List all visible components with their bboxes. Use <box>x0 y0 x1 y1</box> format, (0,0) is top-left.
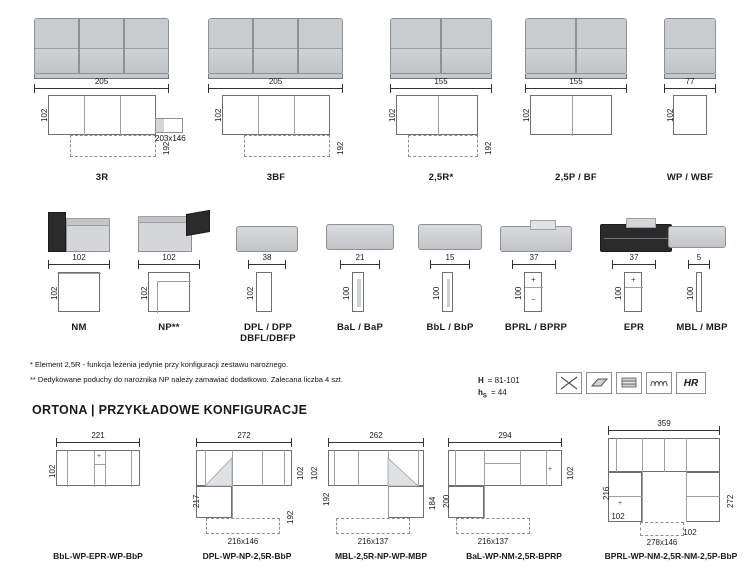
plan-cfg3-bed <box>336 518 410 534</box>
dim-np-depth: 102 <box>140 286 149 300</box>
dim-3bf-depth: 102 <box>214 108 223 122</box>
dim-25p-depth: 102 <box>522 108 531 122</box>
plan-cfg4-bed <box>456 518 530 534</box>
plan-mbl <box>696 272 702 312</box>
dim-cfg1-width-value: 221 <box>91 431 105 440</box>
footnote-1: * Element 2,5R - funkcja leżenia jedynie przy konfiguracji zestawu narożnego. <box>30 360 289 369</box>
config-label-3: MBL-2,5R-NP-WP-MBP <box>334 551 428 561</box>
module-bprl-illustration <box>500 214 572 252</box>
plan-cfg5: + <box>608 438 720 522</box>
material-icons <box>556 372 706 394</box>
dim-mbl-width-value: 5 <box>696 253 702 262</box>
module-label-dpl-line1: DPL / DPP <box>243 322 293 333</box>
dim-nm-width-value: 102 <box>72 253 86 262</box>
fabric-icon <box>556 372 582 394</box>
plan-cfg1: + <box>56 450 140 486</box>
dim-bprl-width-value: 37 <box>529 253 539 262</box>
plan-dpl <box>256 272 272 312</box>
h-value: = 81-101 <box>487 376 520 385</box>
dim-mbl-depth: 100 <box>686 286 695 300</box>
config-label-2: DPL-WP-NP-2,5R-BbP <box>202 551 292 561</box>
module-25r-illustration <box>390 18 492 74</box>
dim-epr-width-value: 37 <box>629 253 639 262</box>
dim-3r-depth: 102 <box>40 108 49 122</box>
module-bbl-illustration <box>418 224 482 250</box>
config-label-4: BaL-WP-NM-2,5R-BPRP <box>466 551 562 561</box>
dim-25r-width-value: 155 <box>434 77 448 86</box>
module-mbl-illustration <box>668 226 726 248</box>
module-label-nm: NM <box>71 322 87 333</box>
plan-3r-bed <box>70 135 156 157</box>
plan-bal <box>352 272 364 312</box>
springs-icon <box>646 372 672 394</box>
hs-value: = 44 <box>490 388 507 397</box>
module-label-bal: BaL / BaP <box>337 322 383 333</box>
dim-cfg2-width-value: 272 <box>237 431 251 440</box>
plan-cfg3 <box>328 450 424 518</box>
module-label-dpl-line2: DBFL/DBFP <box>240 333 296 344</box>
dim-cfg3-bed: 216x137 <box>357 537 389 546</box>
dim-cfg4-left-h: 200 <box>442 494 451 508</box>
dim-dpl-depth: 102 <box>246 286 255 300</box>
dim-3bf-plandepth: 192 <box>336 141 345 155</box>
dim-bprl-depth: 100 <box>514 286 523 300</box>
plan-25r-bed <box>408 135 478 157</box>
dim-wp-depth: 102 <box>666 108 675 122</box>
layers-icon <box>616 372 642 394</box>
dim-cfg1-depth: 102 <box>48 464 57 478</box>
section-title: ORTONA | PRZYKŁADOWE KONFIGURACJE <box>32 403 308 417</box>
dim-bbl-width-value: 15 <box>445 253 455 262</box>
dim-cfg4-width-value: 294 <box>498 431 512 440</box>
hs-label: h <box>478 388 483 397</box>
dim-25p-width-value: 155 <box>569 77 583 86</box>
dim-cfg5-left-h: 216 <box>602 486 611 500</box>
plan-bprl: + − <box>524 272 542 312</box>
dim-cfg2-right-h: 102 <box>296 466 305 480</box>
plan-25r <box>396 95 478 135</box>
module-label-3bf: 3BF <box>266 172 286 183</box>
module-wp-illustration <box>664 18 716 74</box>
dim-25r-depth: 102 <box>388 108 397 122</box>
dim-cfg3-top-h: 102 <box>310 466 319 480</box>
module-3r-illustration <box>34 18 169 74</box>
dim-nm-depth: 102 <box>50 286 59 300</box>
module-label-bbl: BbL / BbP <box>426 322 474 333</box>
plan-3bf-bed <box>244 135 330 157</box>
config-label-1: BbL-WP-EPR-WP-BbP <box>53 551 143 561</box>
module-label-epr: EPR <box>623 322 645 333</box>
dim-cfg4-bed: 216x137 <box>477 537 509 546</box>
module-label-mbl: MBL / MBP <box>676 322 728 333</box>
height-spec <box>478 376 520 400</box>
module-np-illustration <box>138 212 210 252</box>
module-dpl-illustration <box>236 222 298 252</box>
plan-3bf <box>222 95 330 135</box>
module-label-25p: 2,5P / BF <box>555 172 597 183</box>
dim-cfg5-bottom-w1: 102 <box>611 512 625 521</box>
dim-bal-depth: 100 <box>342 286 351 300</box>
module-bal-illustration <box>326 224 394 250</box>
module-label-wp: WP / WBF <box>666 172 714 183</box>
dim-cfg5-right-h: 272 <box>726 494 735 508</box>
dim-cfg2-left-h: 217 <box>192 494 201 508</box>
hr-label-box <box>676 372 706 394</box>
dim-cfg4-right-h: 102 <box>566 466 575 480</box>
plan-nm <box>58 272 100 312</box>
dim-epr-depth: 100 <box>614 286 623 300</box>
hs-sub: S <box>482 393 487 400</box>
dim-wp-width-value: 77 <box>685 77 695 86</box>
plan-cfg2-bed <box>206 518 280 534</box>
plan-epr: + <box>624 272 642 312</box>
plan-wp <box>673 95 707 135</box>
dim-cfg2-bed: 216x146 <box>227 537 259 546</box>
module-label-bprl: BPRL / BPRP <box>504 322 568 333</box>
plan-3r <box>48 95 156 135</box>
dim-3bf-width-value: 205 <box>268 77 283 86</box>
module-label-dpl <box>228 322 308 344</box>
plan-np <box>148 272 190 312</box>
dim-25r-plandepth: 192 <box>484 141 493 155</box>
footnote-2: ** Dedykowane poduchy do narożnika NP należy zamawiać dodatkowo. Zalecana liczba 4 szt. <box>30 375 343 384</box>
module-label-3r: 3R <box>95 172 109 183</box>
plan-cfg4: + <box>448 450 562 518</box>
dim-dpl-width-value: 38 <box>262 253 272 262</box>
dim-bal-width-value: 21 <box>355 253 365 262</box>
module-label-25r: 2,5R* <box>428 172 454 183</box>
module-label-np: NP** <box>158 322 180 333</box>
bed-size-3r: 203x146 <box>155 134 186 143</box>
config-label-5: BPRL-WP-NM-2,5R-NM-2,5P-BbP <box>604 551 738 561</box>
dim-cfg5-width-value: 359 <box>657 419 671 428</box>
dim-cfg5-bottom-w2: 102 <box>683 528 697 537</box>
dim-cfg2-inner-h: 192 <box>286 510 295 524</box>
dim-bbl-depth: 100 <box>432 286 441 300</box>
dim-3r-width-value: 205 <box>94 77 109 86</box>
module-3bf-illustration <box>208 18 343 74</box>
bed-icon-3r <box>155 118 210 143</box>
h-label: H <box>478 376 484 385</box>
dim-cfg5-bed: 278x146 <box>646 538 678 547</box>
dim-cfg3-right-h: 184 <box>428 496 437 510</box>
module-nm-illustration <box>48 212 110 252</box>
module-25p-illustration <box>525 18 627 74</box>
plan-25p <box>530 95 612 135</box>
dim-np-width-value: 102 <box>162 253 176 262</box>
hr-label: HR <box>683 377 699 389</box>
plan-cfg2 <box>196 450 292 518</box>
dim-cfg3-left-h: 192 <box>322 492 331 506</box>
dim-cfg3-width-value: 262 <box>369 431 383 440</box>
module-epr-illustration <box>600 214 672 252</box>
plan-bbl <box>442 272 453 312</box>
dim-3r-plandepth: 192 <box>162 141 171 155</box>
foam-icon <box>586 372 612 394</box>
